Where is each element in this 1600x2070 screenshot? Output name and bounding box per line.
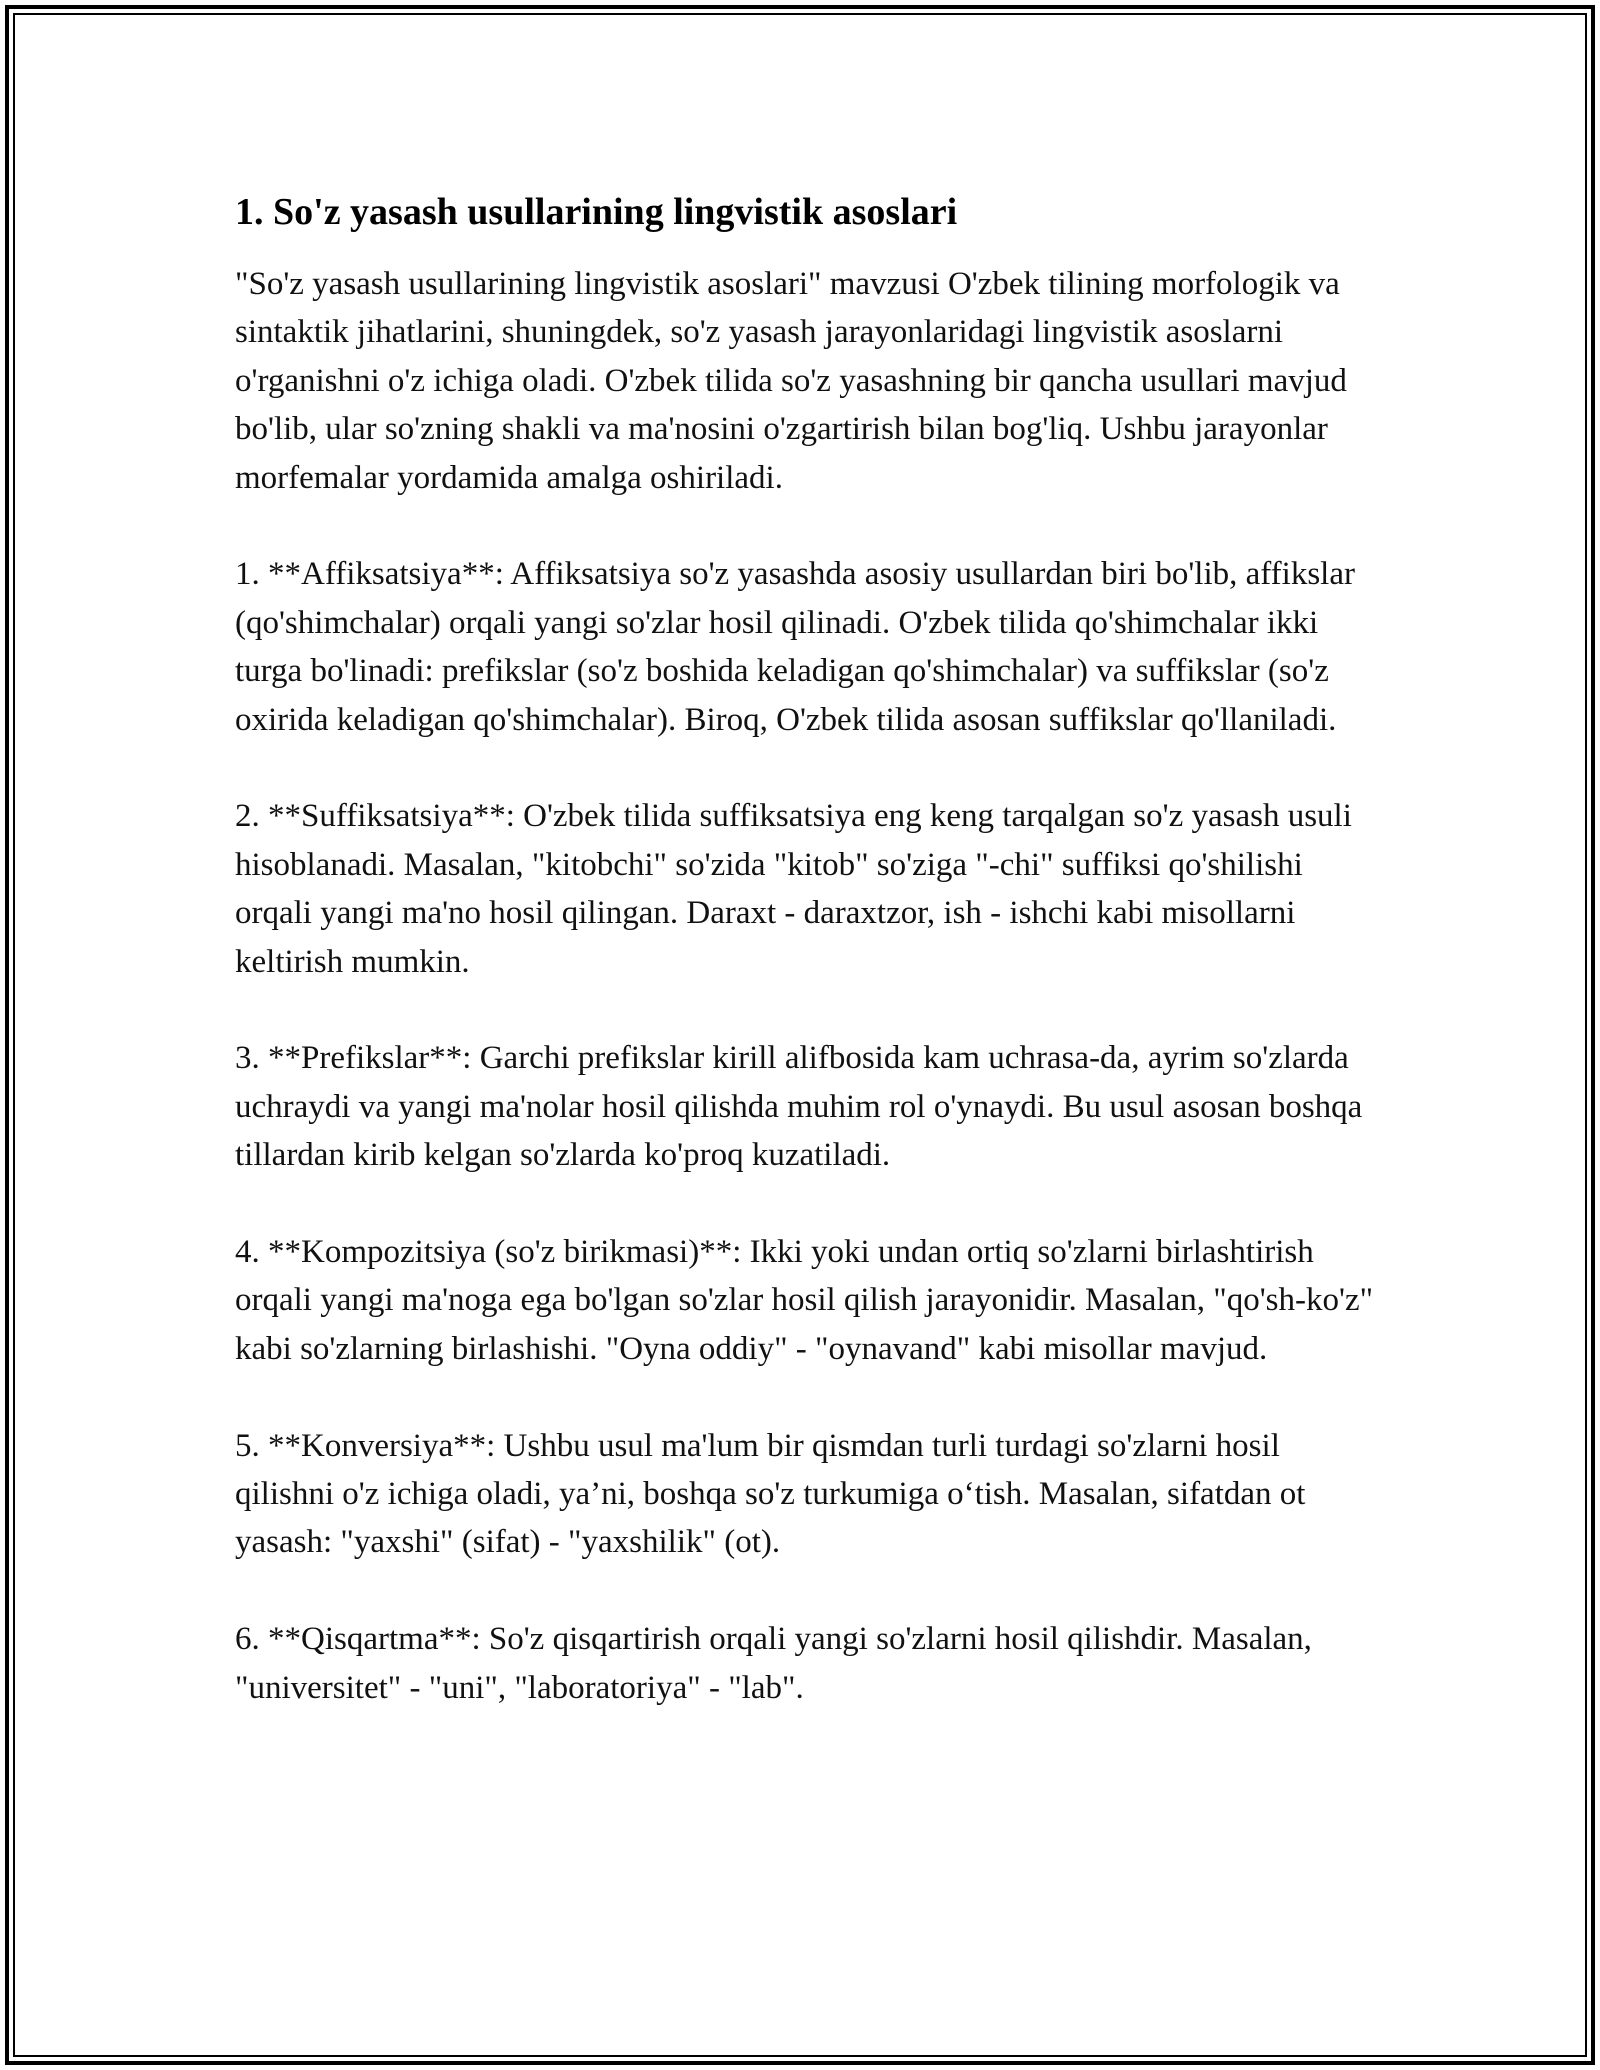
list-item-konversiya: 5. **Konversiya**: Ushbu usul ma'lum bir qismdan turli turdagi so'zlarni hosil qilishni o'z ichiga oladi, ya’ni, boshqa so'z turkumiga o‘tish. Masalan, sifatdan ot yasash: "yaxshi" (sifat) - "yaxshilik" (ot).	[235, 1427, 1306, 1561]
list-item-suffiksatsiya: 2. **Suffiksatsiya**: O'zbek tilida suffiksatsiya eng keng tarqalgan so'z yasash usuli hisoblanadi. Masalan, "kitobchi" so'zida "kitob" so'ziga "-chi" suffiksi qo'shilishi orqali yangi ma'no hosil qilingan. Daraxt - daraxtzor, ish - ishchi kabi misollarni keltirish mumkin.	[235, 798, 1352, 980]
list-item-qisqartma: 6. **Qisqartma**: So'z qisqartirish orqali yangi so'zlarni hosil qilishdir. Masalan, "universitet" - "uni", "laboratoriya" - "lab".	[235, 1621, 1312, 1706]
list-item-kompozitsiya: 4. **Kompozitsiya (so'z birikmasi)**: Ikki yoki undan ortiq so'zlarni birlashtirish orqali yangi ma'noga ega bo'lgan so'zlar hosil qilish jarayonidir. Masalan, "qo'sh-ko'z" kabi so'zlarning birlashishi. "Oyna oddiy" - "oynavand" kabi misollar mavjud.	[235, 1234, 1374, 1367]
document-title: 1. So'z yasash usullarining lingvistik asoslari	[235, 191, 958, 233]
list-item-prefikslar: 3. **Prefikslar**: Garchi prefikslar kirill alifbosida kam uchrasa-da, ayrim so'zlarda uchraydi va yangi ma'nolar hosil qilishda muhim rol o'ynaydi. Bu usul asosan boshqa tillardan kirib kelgan so'zlarda ko'proq kuzatiladi.	[235, 1040, 1363, 1174]
document-body	[235, 184, 1375, 1712]
intro-paragraph: "So'z yasash usullarining lingvistik asoslari" mavzusi O'zbek tilining morfologik va sintaktik jihatlarini, shuningdek, so'z yasash jarayonlaridagi lingvistik asoslarni o'rganishni o'z ichiga oladi. O'zbek tilida so'z yasashning bir qancha usullari mavjud bo'lib, ular so'zning shakli va ma'nosini o'zgartirish bilan bog'liq. Ushbu jarayonlar morfemalar yordamida amalga oshiriladi.	[235, 266, 1347, 496]
list-item-affiksatsiya: 1. **Affiksatsiya**: Affiksatsiya so'z yasashda asosiy usullardan biri bo'lib, affikslar (qo'shimchalar) orqali yangi so'zlar hosil qilinadi. O'zbek tilida qo'shimchalar ikki turga bo'linadi: prefikslar (so'z boshida keladigan qo'shimchalar) va suffikslar (so'z oxirida keladigan qo'shimchalar). Biroq, O'zbek tilida asosan suffikslar qo'llaniladi.	[235, 556, 1355, 738]
